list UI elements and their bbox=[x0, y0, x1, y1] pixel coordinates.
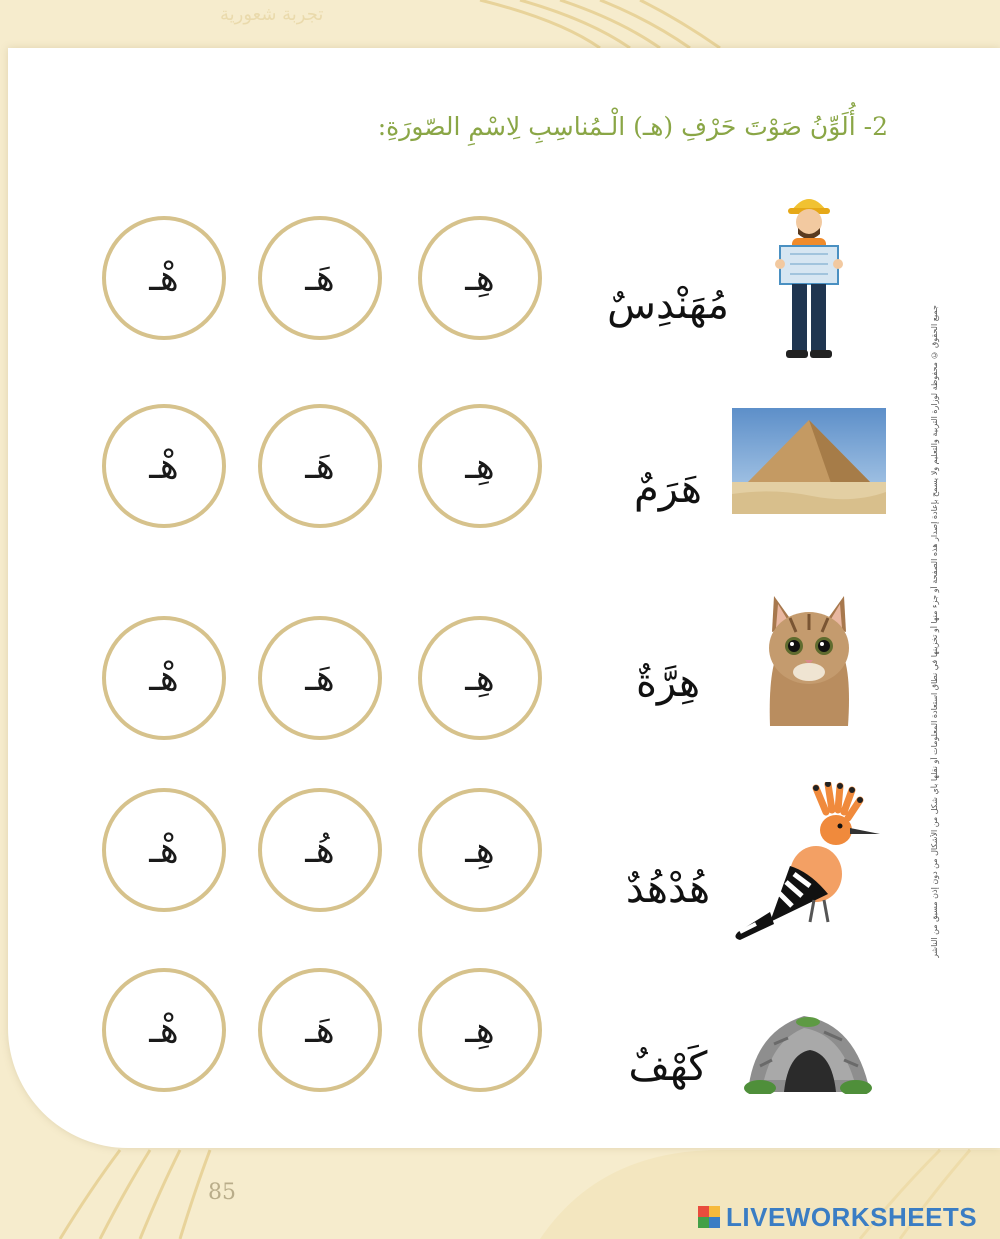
option-circle[interactable]: هْـ bbox=[102, 616, 226, 740]
option-circle[interactable]: هِـ bbox=[418, 788, 542, 912]
option-circle[interactable]: هْـ bbox=[102, 968, 226, 1092]
option-circle[interactable]: هَـ bbox=[258, 216, 382, 340]
copyright-note: جميع الحقوق © محفوظة لوزارة التربية والتعليم ولا يسمح بإعادة إصدار هذه الصفحة أو جزء منها أو تخزينها في نطاق استعادة المعلومات أو نقلها بأي شكل من الأشكال من دون إذن مسبق من الناشر bbox=[930, 305, 939, 958]
engineer-picture bbox=[770, 186, 848, 364]
option-circle[interactable]: هِـ bbox=[418, 616, 542, 740]
option-circle[interactable]: هْـ bbox=[102, 216, 226, 340]
option-circle[interactable]: هَـ bbox=[258, 968, 382, 1092]
instruction-text: 2- أُلَوِّنُ صَوْتَ حَرْفِ (هـ) الْـمُناسِبِ لِاسْمِ الصّورَةِ: bbox=[377, 112, 888, 141]
unit-title: تجربة شعورية bbox=[220, 4, 324, 25]
option-circle[interactable]: هِـ bbox=[418, 216, 542, 340]
picture-word: مُهَنْدِسٌ bbox=[607, 282, 729, 328]
option-circle[interactable]: هَـ bbox=[258, 404, 382, 528]
picture-word: هِرَّةٌ bbox=[635, 660, 701, 706]
option-circle[interactable]: هْـ bbox=[102, 404, 226, 528]
cat-picture bbox=[760, 588, 858, 726]
brand-icon bbox=[698, 1206, 720, 1228]
option-circle[interactable]: هِـ bbox=[418, 404, 542, 528]
picture-word: كَهْفٌ bbox=[628, 1044, 708, 1090]
option-circle[interactable]: هُـ bbox=[258, 788, 382, 912]
liveworksheets-logo[interactable] bbox=[698, 1202, 977, 1232]
brand-text: LIVEWORKSHEETS bbox=[726, 1201, 978, 1232]
option-circle[interactable]: هَـ bbox=[258, 616, 382, 740]
page-number: 85 bbox=[208, 1180, 236, 1205]
hoopoe-picture bbox=[730, 782, 882, 942]
option-circle[interactable]: هْـ bbox=[102, 788, 226, 912]
option-circle[interactable]: هِـ bbox=[418, 968, 542, 1092]
cave-picture bbox=[744, 1010, 874, 1094]
picture-word: هَرَمٌ bbox=[634, 466, 702, 512]
picture-word: هُدْهُدٌ bbox=[625, 866, 711, 912]
pyramid-picture bbox=[732, 408, 886, 514]
